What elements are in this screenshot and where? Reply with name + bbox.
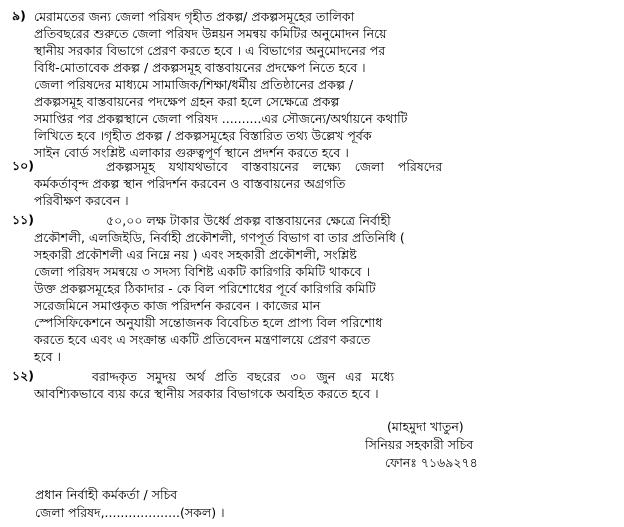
clause-line: প্রতিবছরের শুরুতে জেলা পরিষদ উন্নয়ন সমন্বয় কমিটির অনুমোদন নিয়ে [34, 26, 387, 41]
clause-body [34, 158, 612, 209]
clause-number: ১১) [12, 212, 34, 227]
signatory-name: (মাহমুদা খাতুন) [387, 419, 464, 434]
clause-line: স্পেসিফিকেশনে অনুযায়ী সন্তোজনক বিবেচিত হলে প্রাপ্য বিল পরিশোধ [34, 315, 383, 330]
clause-line: হবে । [34, 349, 61, 364]
signature-block [365, 418, 478, 472]
clause-body [34, 8, 612, 161]
clause-number: ৯) [12, 8, 26, 23]
clause-line: কর্মকর্তাবৃন্দ প্রকল্প স্থান পরিদর্শন করবেন ও বাস্তবায়নের অগ্রগতি [34, 176, 346, 191]
clause-line: জেলা পরিষদ সমন্বয়ে ৩ সদস্য বিশিষ্ট একটি কারিগরি কমিটি থাকবে । [34, 264, 371, 279]
clause-11 [12, 212, 612, 365]
clause-line: প্রকৌশলী, এলজিইডি, নির্বাহী প্রকৌশলী, গণপূর্ত বিভাগ বা তার প্রতিনিধি ( [34, 230, 405, 245]
clause-number: ১২) [12, 368, 34, 383]
clause-line: ৫০,০০ লক্ষ টাকার উর্ধ্বে প্রকল্প বাস্তবায়নের ক্ষেত্রে নির্বাহী [106, 213, 391, 228]
clause-number: ১০) [12, 158, 34, 173]
clause-9 [12, 8, 612, 161]
clause-line: সাইন বোর্ড সংশ্লিষ্ট এলাকার গুরুত্বপূর্ণ স্থানে প্রদর্শন করতে হবে । [34, 145, 349, 160]
clause-line: প্রকল্পসমূহ যথাযথভাবে বাস্তবায়নের লক্ষ্যে জেলা পরিষদের [106, 159, 443, 174]
clause-line: উক্ত প্রকল্পসমূহের ঠিকাদার - কে বিল পরিশোধের পূর্বে কারিগরি কমিটি [34, 281, 376, 296]
clause-body [34, 368, 612, 402]
clause-line: সমাপ্তির পর প্রকল্পস্থানে জেলা পরিষদ ..........এর সৌজন্যে/অর্থায়নে কথাটি [34, 111, 408, 126]
clause-line: সহকারী প্রকৌশলী এর নিম্নে নয় ) এবং সহকারী প্রকৌশলী, সংশ্লিষ্ট [34, 247, 357, 262]
clause-line: আবশ্যিকভাবে ব্যয় করে স্থানীয় সরকার বিভাগকে অবহিত করতে হবে । [34, 386, 379, 401]
clause-line: স্থানীয় সরকার বিভাগে প্রেরণ করতে হবে । এ বিভাগের অনুমোদনের পর [34, 43, 386, 58]
clause-line: সরেজমিনে সমাপ্তকৃত কাজ পরিদর্শন করবেন । কাজের মান [34, 298, 321, 313]
clause-line: প্রকল্পসমূহ বাস্তবায়নের পদক্ষেপ গ্রহন করা হলে সেক্ষেত্রে প্রকল্প [34, 94, 340, 109]
clause-line: জেলা পরিষদের মাধ্যমে সামাজিক/শিক্ষা/ধর্মীয় প্রতিষ্ঠানের প্রকল্প / [34, 77, 354, 92]
clause-line: মেরামতের জন্য জেলা পরিষদ গৃহীত প্রকল্প/ প্রকল্পসমূহের তালিকা [34, 9, 355, 24]
clause-line: বরাদ্দকৃত সমুদয় অর্থ প্রতি বছরের ৩০ জুন এর মধ্যে [92, 369, 395, 384]
clause-10 [12, 158, 612, 209]
signatory-phone: ফোনঃ ৭১৬৯২৭৪ [385, 455, 478, 470]
addressee-office: জেলা পরিষদ,...................(সকল) । [35, 505, 225, 520]
addressee-title: প্রধান নির্বাহী কর্মকর্তা / সচিব [35, 487, 178, 502]
clause-line: পরিবীক্ষণ করবেন । [34, 193, 129, 208]
clause-line: বিধি-মোতাবেক প্রকল্প / প্রকল্পসমূহ বাস্তবায়নের প্রদক্ষেপ নিতে হবে । [34, 60, 366, 75]
clause-body [34, 212, 612, 365]
clause-line: করতে হবে এবং এ সংক্রান্ত একটি প্রতিবেদন মন্ত্রণালয়ে প্রেরণ করতে [34, 332, 371, 347]
clause-12 [12, 368, 612, 402]
clause-line: লিখিতে হবে ।গৃহীত প্রকল্প / প্রকল্পসমূহের বিস্তারিত তথ্য উল্লেখ পূর্বক [34, 128, 372, 143]
signatory-designation: সিনিয়র সহকারী সচিব [365, 437, 474, 452]
addressee-block [35, 486, 225, 522]
